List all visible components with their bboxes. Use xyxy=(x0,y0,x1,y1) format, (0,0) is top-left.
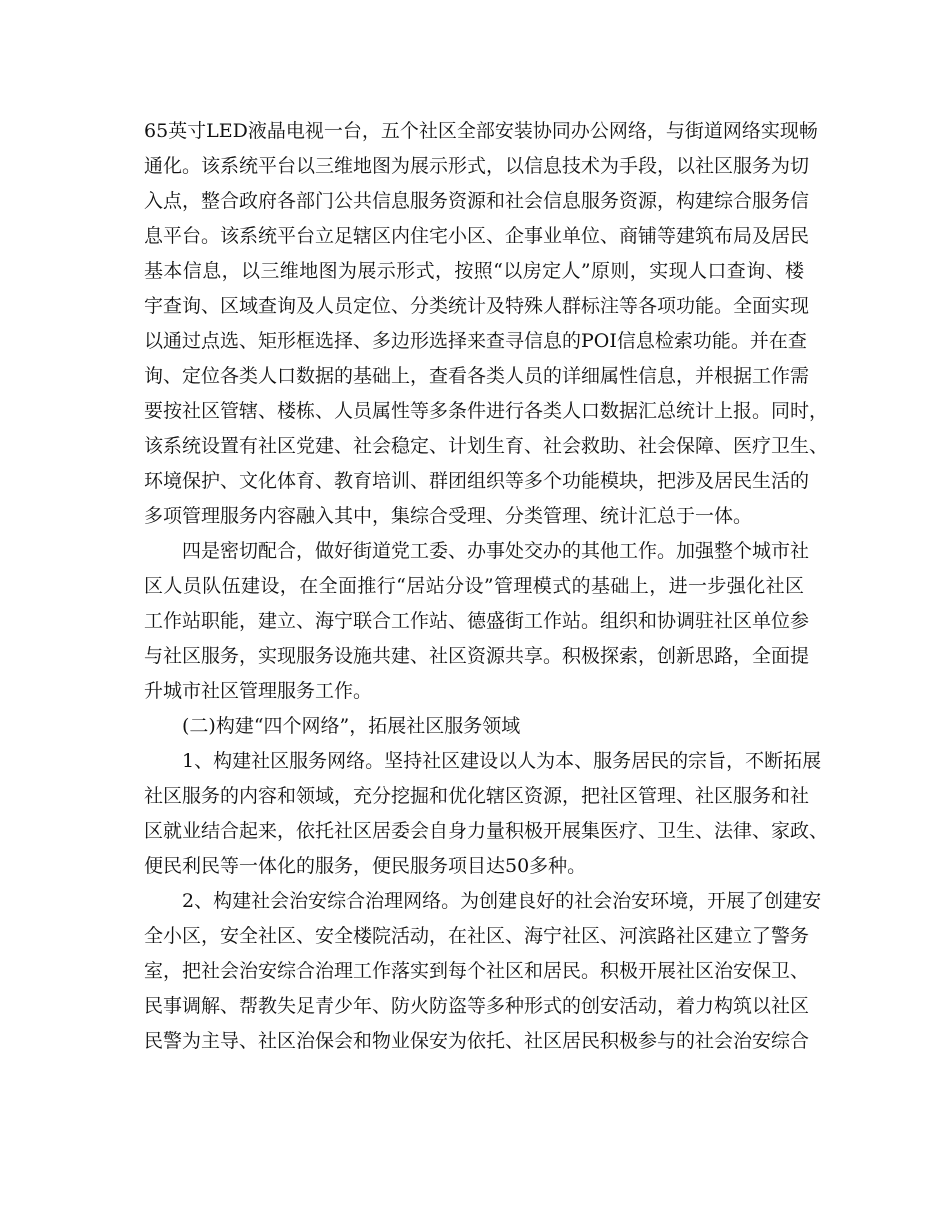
paragraph-line: 以通过点选、矩形框选择、多边形选择来查寻信息的POI信息检索功能。并在查 xyxy=(144,330,807,352)
paragraph xyxy=(144,114,829,534)
paragraph-line: 室，把社会治安综合治理工作落实到每个社区和居民。积极开展社区治安保卫、 xyxy=(144,960,810,982)
paragraph-line: 询、定位各类人口数据的基础上，查看各类人员的详细属性信息，并根据工作需 xyxy=(144,365,810,387)
paragraph-line: 工作站职能，建立、海宁联合工作站、德盛街工作站。组织和协调驻社区单位参 xyxy=(144,610,810,632)
paragraph-line: 1、构建社区服务网络。坚持社区建设以人为本、服务居民的宗旨，不断拓展 xyxy=(182,750,822,772)
paragraph-line: 区人员队伍建设，在全面推行“居站分设”管理模式的基础上，进一步强化社区 xyxy=(144,575,804,597)
paragraph-line: 便民利民等一体化的服务，便民服务项目达50多种。 xyxy=(144,855,587,877)
paragraph-line: 四是密切配合，做好街道党工委、办事处交办的其他工作。加强整个城市社 xyxy=(182,540,810,562)
paragraph-line: 全小区，安全社区、安全楼院活动，在社区、海宁社区、河滨路社区建立了警务 xyxy=(144,925,810,947)
paragraph-line: 2、构建社会治安综合治理网络。为创建良好的社会治安环境，开展了创建安 xyxy=(182,890,822,912)
paragraph-line: 息平台。该系统平台立足辖区内住宅小区、企事业单位、商铺等建筑布局及居民 xyxy=(144,225,810,247)
paragraph-line: 65英寸LED液晶电视一台，五个社区全部安装协同办公网络，与街道网络实现畅 xyxy=(144,120,818,142)
paragraph-line: 通化。该系统平台以三维地图为展示形式，以信息技术为手段，以社区服务为切 xyxy=(144,155,810,177)
paragraph-line: 区就业结合起来，依托社区居委会自身力量积极开展集医疗、卫生、法律、家政、 xyxy=(144,820,829,842)
paragraph xyxy=(144,709,804,744)
paragraph xyxy=(144,884,822,1059)
document-body xyxy=(144,114,829,1059)
paragraph-line: 宇查询、区域查询及人员定位、分类统计及特殊人群标注等各项功能。全面实现 xyxy=(144,295,810,317)
paragraph-line: 社区服务的内容和领域，充分挖掘和优化辖区资源，把社区管理、社区服务和社 xyxy=(144,785,810,807)
paragraph-line: 要按社区管辖、楼栋、人员属性等多条件进行各类人口数据汇总统计上报。同时， xyxy=(144,400,829,422)
paragraph-line: (二)构建“四个网络”，拓展社区服务领域 xyxy=(182,715,521,737)
paragraph-line: 该系统设置有社区党建、社会稳定、计划生育、社会救助、社会保障、医疗卫生、 xyxy=(144,435,829,457)
paragraph-line: 民事调解、帮教失足青少年、防火防盗等多种形式的创安活动，着力构筑以社区 xyxy=(144,995,810,1017)
paragraph-line: 环境保护、文化体育、教育培训、群团组织等多个功能模块，把涉及居民生活的 xyxy=(144,470,810,492)
paragraph xyxy=(144,744,829,884)
paragraph-line: 多项管理服务内容融入其中，集综合受理、分类管理、统计汇总于一体。 xyxy=(144,505,753,527)
paragraph-line: 入点，整合政府各部门公共信息服务资源和社会信息服务资源，构建综合服务信 xyxy=(144,190,810,212)
paragraph-line: 基本信息，以三维地图为展示形式，按照“以房定人”原则，实现人口查询、楼 xyxy=(144,260,804,282)
paragraph xyxy=(144,534,810,709)
paragraph-line: 民警为主导、社区治保会和物业保安为依托、社区居民积极参与的社会治安综合 xyxy=(144,1030,810,1052)
paragraph-line: 升城市社区管理服务工作。 xyxy=(144,680,373,702)
paragraph-line: 与社区服务，实现服务设施共建、社区资源共享。积极探索，创新思路，全面提 xyxy=(144,645,810,667)
